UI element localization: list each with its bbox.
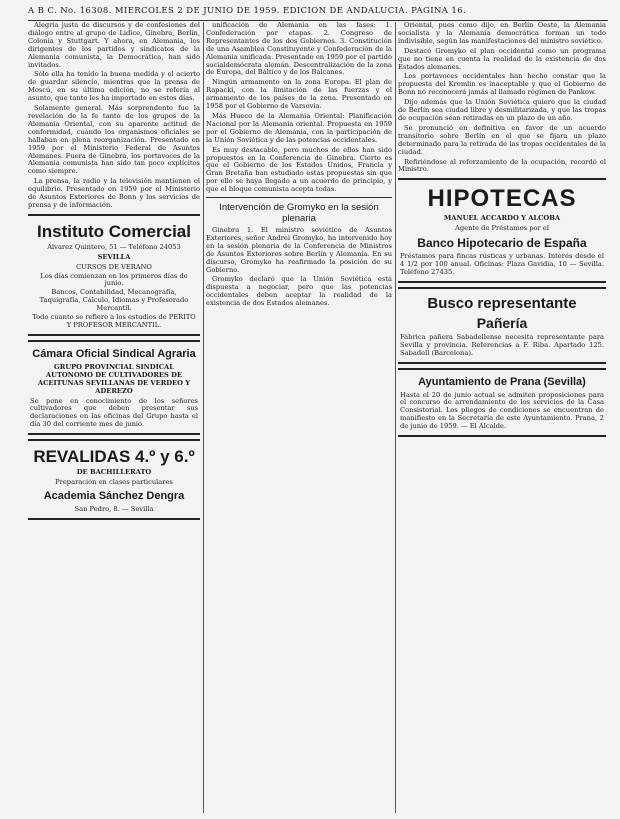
column-3: [398, 22, 606, 813]
page-header: A B C. No. 16308. MIERCOLES 2 DE JUNIO DE 1959. EDICION DE ANDALUCIA. PAGINA 16.: [28, 6, 608, 21]
ad-title: Cámara Oficial Sindical Agraria: [32, 347, 196, 360]
article-paragraph: Destacó Gromyko el plan occidental como un programa que no tiene en cuenta la realidad de la existencia de dos Estados alemanes.: [398, 46, 606, 71]
ad-line: Preparación en clases particulares: [55, 478, 173, 487]
ad-representante: [398, 287, 606, 364]
column-rule: [395, 22, 396, 813]
ad-course: CURSOS DE VERANO: [76, 262, 152, 271]
article-paragraph: unificación de Alemania en las fases: 1. Confederación por etapas. 2. Congreso de Representantes de los dos Gobiernos. 3. Constitución de una Asamblea Constituyente y Confederación de la Alemania unificada. Presentado en 1959 por el partido socialdemócrata alemán. Descentralización de la zona de Europa, del Báltico y de los Balcanes.: [206, 22, 392, 77]
article-paragraph: Ningún armamento en la zona Europa. El plan de Rapacki, con la limitación de las fuerzas y el armamento de los países de la zona. Presentado en 1958 por el Gobierno de Varsovia.: [206, 78, 392, 111]
article-heading: Intervención de Gromyko en la sesión plenaria: [219, 202, 379, 225]
ad-text: Hasta el 20 de junio actual se admiten proposiciones para el concurso de arrendamiento de los servicios de la Casa Consistorial. Los pliegos de condiciones se encuentran de manifiesto en la Secretaría de este Ayuntamiento. Prana, 2 de junio de 1959. — El Alcalde.: [400, 390, 604, 431]
ad-subtitle: GRUPO PROVINCIAL SINDICAL AUTONOMO DE CULTIVADORES DE ACEITUNAS SEVILLANAS DE VERDEO Y ADEREZO: [37, 362, 191, 395]
ad-revalidas: [28, 439, 200, 520]
article-paragraph: Dijo además que la Unión Soviética quiere que la ciudad de Berlín sea ciudad libre y desmilitarizada, y que las tropas de ocupación sean retiradas en un plazo de un año.: [398, 98, 606, 122]
article-paragraph: Sólo ella ha tenido la buena medida y el acierto de guardar silencio, mientras que la prensa de Moscú, en su última edición, no se refería al asunto, que tanto les ha importado en estos días.: [28, 70, 200, 103]
ad-name: MANUEL ACCARDO Y ALCOBA: [443, 214, 561, 223]
column-rule: [203, 22, 204, 813]
ad-title: Ayuntamiento de Prana (Sevilla): [418, 375, 586, 388]
ad-text: Préstamos para fincas rústicas y urbanas. Interés desde el 4 1/2 por 100 anual. Oficinas: Plaza Gavidia, 10 — Sevilla. Teléfono 27435.: [400, 252, 604, 276]
ad-camara-sindical: [28, 340, 200, 435]
ad-role: Agente de Préstamos por el: [455, 224, 549, 233]
article-paragraph: Ginebra 1. El ministro soviético de Asuntos Exteriores, señor Andrei Gromyko, ha intervenido hoy en la sesión plenaria de la Conferencia de Ministros de Asuntos Exteriores sobre Berlín y Alemania. En su discurso, Gromyko ha reafirmado la posición de su Gobierno.: [206, 226, 392, 274]
article-paragraph: Solamente general. Más sorprendente fue la revelación de la fe tanto de los grupos de la Alemania Oriental, con su aparente actitud de conformidad, cuando los organismos oficiales se hallaban en plena reorganización. Presentado en 1959 por el Ministerio Federal de Asuntos Alemanes. Fuera de Ginebra, los portavoces de la Alemania comunista han sido tan poco explícitos como siempre.: [28, 104, 200, 176]
ad-academy: Academia Sánchez Dengra: [43, 489, 185, 502]
ad-hipotecas: [398, 178, 606, 283]
ad-text: Fábrica pañera Sabadellense necesita representante para Sevilla y provincia. Referencias a F. Riba. Apartado 125. Sabadell (Barcelona).: [400, 332, 604, 357]
ad-ayuntamiento: [398, 368, 606, 438]
article-paragraph: Oriental, pues como dijo, en Berlín Oeste, la Alemania socialista y la Alemania democrática forman un todo indivisible, según las manifestaciones del ministro soviético.: [398, 22, 606, 45]
ad-line: Bancos, Contabilidad, Mecanografía, Taquigrafía, Cálculo, Idiomas y Profesorado Mercantil.: [39, 288, 189, 313]
ad-subtitle: Pañería: [476, 314, 528, 331]
article-paragraph: Es muy destacable, pero muchos de ellos han sido propuestos en la Conferencia de Ginebra. Cierto es que el Gobierno de los Estados Unidos, Francia y Gran Bretaña han estudiado estas propuestas sin que por ello se haya llegado a un acuerdo de principio, y que el bloque comunista acepta todas.: [206, 145, 392, 194]
ad-line: Todo cuanto se refiere a los estudios de PERITO Y PROFESOR MERCANTIL.: [32, 313, 196, 329]
ad-text: Se pone en conocimiento de los señores cultivadores que deben presentar sus declaraciones en las oficinas del Grupo hasta el día 30 del corriente mes de junio.: [30, 396, 198, 429]
ad-title: Busco representante: [427, 294, 577, 312]
ad-city: SEVILLA: [97, 252, 131, 261]
article-paragraph: Más Hueco de la Alemania Oriental: Planificación Nacional por la Alemania oriental. Propuesta en 1959 por el Gobierno de Alemania, con la participación de la Unión Soviética y de las potencias occidentales.: [206, 111, 392, 144]
ad-line: Los días comienzan en los primeros días de junio.: [40, 271, 188, 288]
ad-instituto-comercial: [28, 214, 200, 336]
ad-title: Instituto Comercial: [37, 221, 191, 241]
ad-address: San Pedro, 8. — Sevilla: [74, 504, 154, 513]
article-paragraph: La prensa, la radio y la televisión mantienen el equilibrio. Presentado en 1959 por el Ministerio de Asuntos Exteriores de Bonn y los servicios de prensa y de información.: [28, 177, 200, 209]
divider: [206, 197, 392, 198]
article-paragraph: Los portavoces occidentales han hecho constar que la propuesta del Kremlin es inaceptable y que el Gobierno de Bonn no reconocerá jamás al llamado régimen de Pankow.: [398, 72, 606, 97]
article-paragraph: Refiriéndose al reforzamiento de la ocupación, recordó el Ministro.: [398, 157, 606, 174]
ad-title: REVALIDAS 4.º y 6.º: [33, 447, 195, 467]
column-1: [28, 22, 200, 813]
column-2: [206, 22, 392, 813]
ad-bank: Banco Hipotecario de España: [417, 236, 587, 251]
ad-address: Alvarez Quintero, 51 — Teléfono 24053: [47, 242, 181, 251]
ad-subtitle: DE BACHILLERATO: [76, 468, 152, 477]
article-paragraph: Gromyko declaró que la Unión Soviética está dispuesta a negociar, pero que las potencias occidentales deben aceptar la realidad de la existencia de dos Estados alemanes.: [206, 275, 392, 308]
article-paragraph: Se pronunció en definitiva en favor de un acuerdo transitorio sobre Berlín en el que se fijara un plazo determinado para la retirada de las tropas occidentales de la ciudad.: [398, 123, 606, 156]
ad-title: HIPOTECAS: [427, 185, 577, 213]
article-paragraph: Alegria justa de discursos y de confesiones del diálogo entre al grupo de Lidice, Ginebra, Berlín, Colonia y Stuttgart. Y ahora, en Alemania, los dirigentes de los partidos y sindicatos de la Alemania comunista, la Democrática, han sido invitados.: [28, 22, 200, 69]
